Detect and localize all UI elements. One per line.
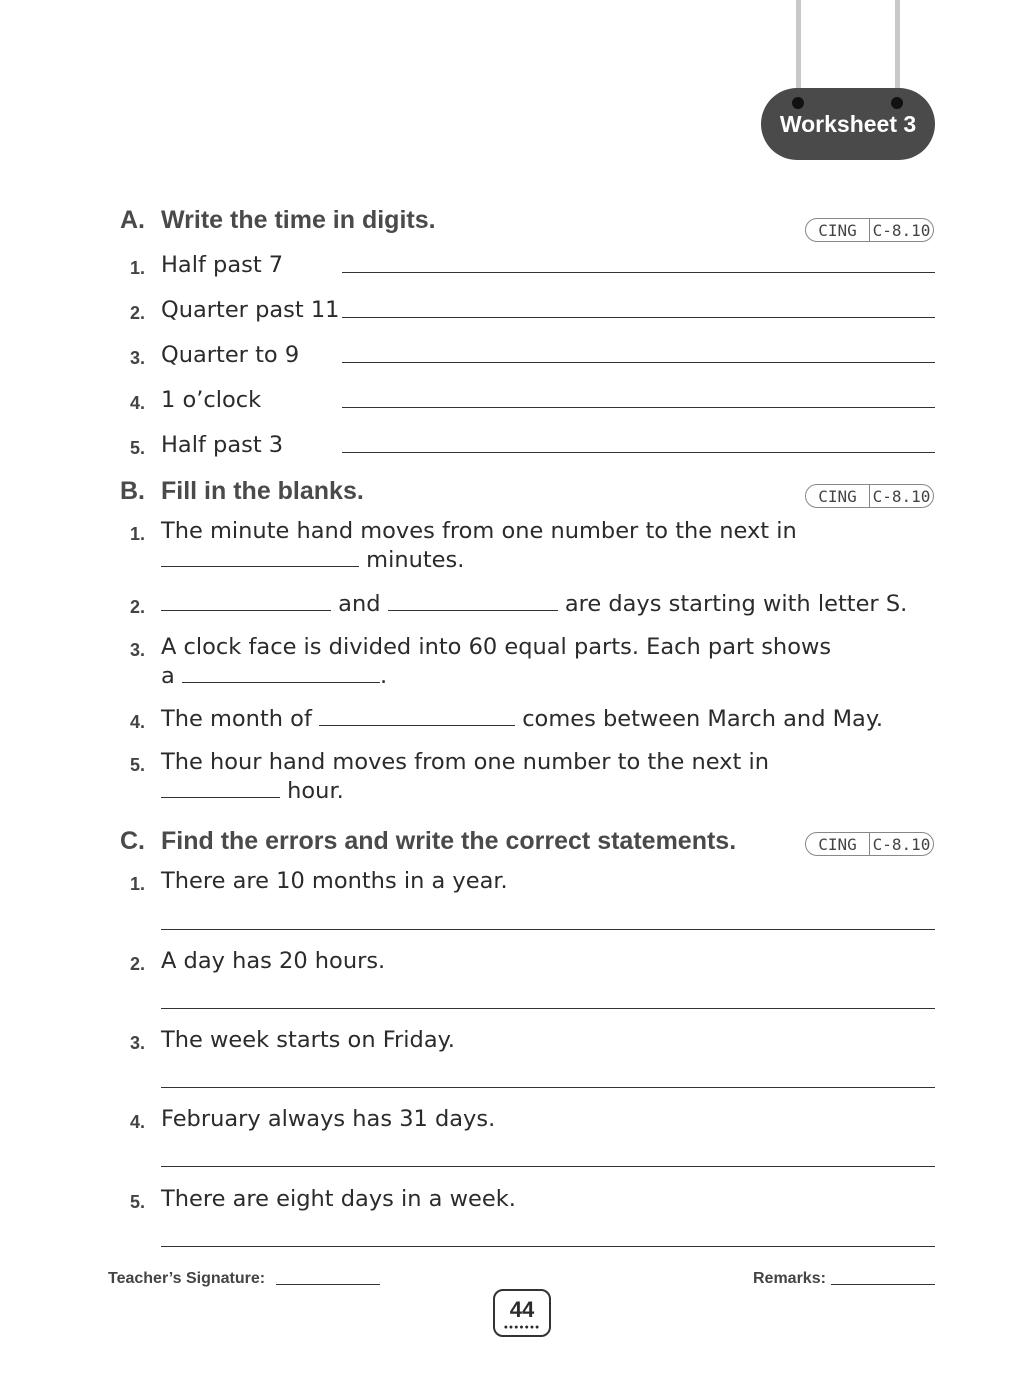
a-item-2-number: 2. (130, 303, 146, 323)
b-item-3-number: 3. (130, 640, 146, 660)
c-item-5-answer-line[interactable] (161, 1246, 935, 1247)
a-item-3-number: 3. (130, 348, 146, 368)
b-item-1-line2: minutes. (161, 547, 464, 573)
b-item-2-text: and are days starting with letter S. (161, 591, 907, 617)
c-item-1-answer-line[interactable] (161, 929, 935, 930)
b-item-2-blank-2[interactable] (388, 609, 558, 611)
b-item-3-text: A clock face is divided into 60 equal parts. Each part shows (161, 634, 832, 660)
a-item-1-number: 1. (130, 258, 146, 278)
c-item-5-number: 5. (130, 1192, 146, 1212)
worksheet-badge (761, 88, 935, 160)
a-item-2-text: Quarter past 11 (161, 297, 340, 323)
hanger-pin-right (891, 97, 903, 109)
b-item-5-number: 5. (130, 755, 146, 775)
page-number: 44 (509, 1297, 535, 1322)
section-c-code-badge: CING C-8.10 (805, 832, 934, 856)
teacher-signature-label: Teacher’s Signature: (108, 1270, 266, 1287)
hanger-string-left (796, 0, 801, 98)
hanger-pin-left (792, 97, 804, 109)
b-item-2-blank-1[interactable] (161, 609, 331, 611)
c-item-3-answer-line[interactable] (161, 1087, 935, 1088)
a-item-3-text: Quarter to 9 (161, 342, 300, 368)
a-item-4-answer-line[interactable] (342, 407, 935, 408)
c-item-5-text: There are eight days in a week. (161, 1186, 516, 1212)
b-item-4-blank[interactable] (319, 724, 515, 726)
section-a-code-badge: CING C-8.10 (805, 218, 934, 242)
b-item-1-text: The minute hand moves from one number to the next in (161, 518, 797, 544)
a-item-1-text: Half past 7 (161, 252, 284, 278)
section-c-title: C. Find the errors and write the correct statements. (120, 827, 737, 855)
teacher-signature-line[interactable] (276, 1284, 380, 1285)
a-item-5-answer-line[interactable] (342, 452, 935, 453)
section-b-code-badge: CING C-8.10 (805, 484, 934, 508)
page-number-badge (493, 1289, 551, 1337)
c-item-1-number: 1. (130, 874, 146, 894)
c-item-4-number: 4. (130, 1112, 146, 1132)
c-item-2-answer-line[interactable] (161, 1008, 935, 1009)
c-item-2-text: A day has 20 hours. (161, 948, 386, 974)
c-item-4-answer-line[interactable] (161, 1166, 935, 1167)
remarks-line[interactable] (831, 1284, 935, 1285)
a-item-4-text: 1 o’clock (161, 387, 262, 413)
a-item-5-text: Half past 3 (161, 432, 284, 458)
b-item-2-number: 2. (130, 597, 146, 617)
c-item-1-text: There are 10 months in a year. (161, 868, 508, 894)
section-a-title: A. Write the time in digits. (120, 206, 436, 234)
b-item-4-text: The month of comes between March and May. (161, 706, 884, 732)
c-item-2-number: 2. (130, 954, 146, 974)
remarks-label: Remarks: (753, 1270, 826, 1287)
a-item-1-answer-line[interactable] (342, 272, 935, 273)
page-number-dots: ●●●●●●● (503, 1324, 541, 1331)
c-item-3-number: 3. (130, 1033, 146, 1053)
b-item-1-number: 1. (130, 524, 146, 544)
b-item-1-blank[interactable] (161, 565, 359, 567)
hanger-string-right (895, 0, 900, 98)
b-item-5-blank[interactable] (161, 796, 280, 798)
b-item-4-number: 4. (130, 712, 146, 732)
a-item-4-number: 4. (130, 393, 146, 413)
b-item-3-line2: a . (161, 663, 388, 689)
b-item-5-line2: hour. (161, 778, 344, 804)
c-item-3-text: The week starts on Friday. (161, 1027, 455, 1053)
section-b-title: B. Fill in the blanks. (120, 477, 364, 505)
a-item-5-number: 5. (130, 438, 146, 458)
b-item-3-blank[interactable] (182, 681, 380, 683)
c-item-4-text: February always has 31 days. (161, 1106, 496, 1132)
a-item-3-answer-line[interactable] (342, 362, 935, 363)
b-item-5-text: The hour hand moves from one number to the next in (161, 749, 769, 775)
worksheet-title: Worksheet 3 (779, 110, 917, 137)
a-item-2-answer-line[interactable] (342, 317, 935, 318)
